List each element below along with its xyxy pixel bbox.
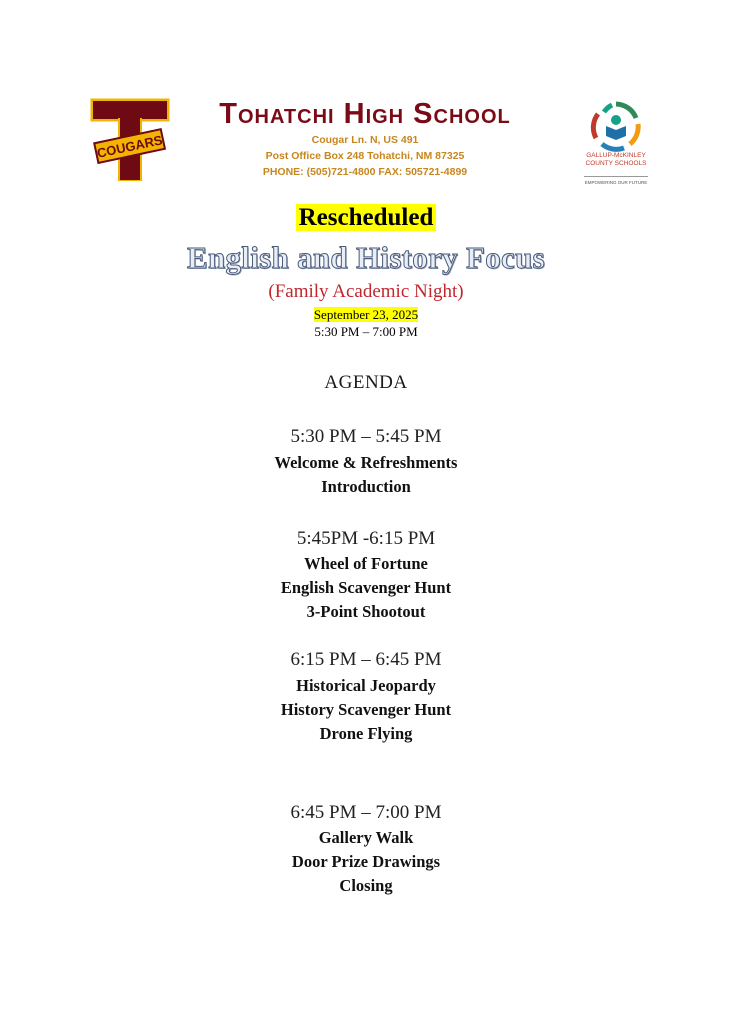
school-name: Tohatchi High School: [219, 98, 511, 130]
agenda-item: Drone Flying: [319, 724, 413, 743]
agenda-item: Closing: [339, 876, 393, 895]
agenda-item: Welcome & Refreshments: [274, 453, 458, 472]
agenda-heading: AGENDA: [324, 372, 408, 393]
rescheduled-label: Rescheduled: [296, 204, 437, 231]
district-divider: [584, 176, 648, 177]
event-time: 5:30 PM – 7:00 PM: [314, 324, 418, 339]
agenda-item: History Scavenger Hunt: [280, 700, 452, 719]
phone-fax: PHONE: (505)721-4800 FAX: 505721-4899: [262, 166, 468, 178]
logo-text: COUGARS: [95, 132, 164, 161]
district-name-line2: COUNTY SCHOOLS: [585, 159, 647, 167]
event-date-label: September 23, 2025: [313, 307, 419, 322]
event-title: English and History Focus: [186, 240, 546, 275]
agenda-time-1: 5:30 PM – 5:45 PM: [290, 426, 442, 447]
event-subtitle: (Family Academic Night): [268, 281, 464, 302]
agenda-item: Gallery Walk: [318, 828, 414, 847]
district-tagline: EMPOWERING OUR FUTURE: [584, 180, 648, 185]
agenda-time-3: 6:15 PM – 6:45 PM: [290, 649, 442, 670]
address-po-box: Post Office Box 248 Tohatchi, NM 87325: [265, 150, 465, 162]
agenda-time-4: 6:45 PM – 7:00 PM: [290, 802, 442, 823]
agenda-item: Wheel of Fortune: [304, 554, 428, 573]
agenda-item: Door Prize Drawings: [291, 852, 441, 871]
district-name-line1: GALLUP-McKINLEY: [586, 152, 646, 159]
cougars-logo: [90, 98, 170, 182]
agenda-item: Historical Jeopardy: [296, 676, 436, 695]
agenda-item: English Scavenger Hunt: [280, 578, 452, 597]
event-date: [0, 306, 732, 324]
district-name: [568, 152, 664, 167]
agenda-item: 3-Point Shootout: [306, 602, 426, 621]
address-street: Cougar Ln. N, US 491: [311, 134, 419, 146]
agenda-item: Introduction: [321, 477, 411, 496]
agenda-time-2: 5:45PM -6:15 PM: [296, 528, 436, 549]
rescheduled-banner: [0, 204, 732, 232]
